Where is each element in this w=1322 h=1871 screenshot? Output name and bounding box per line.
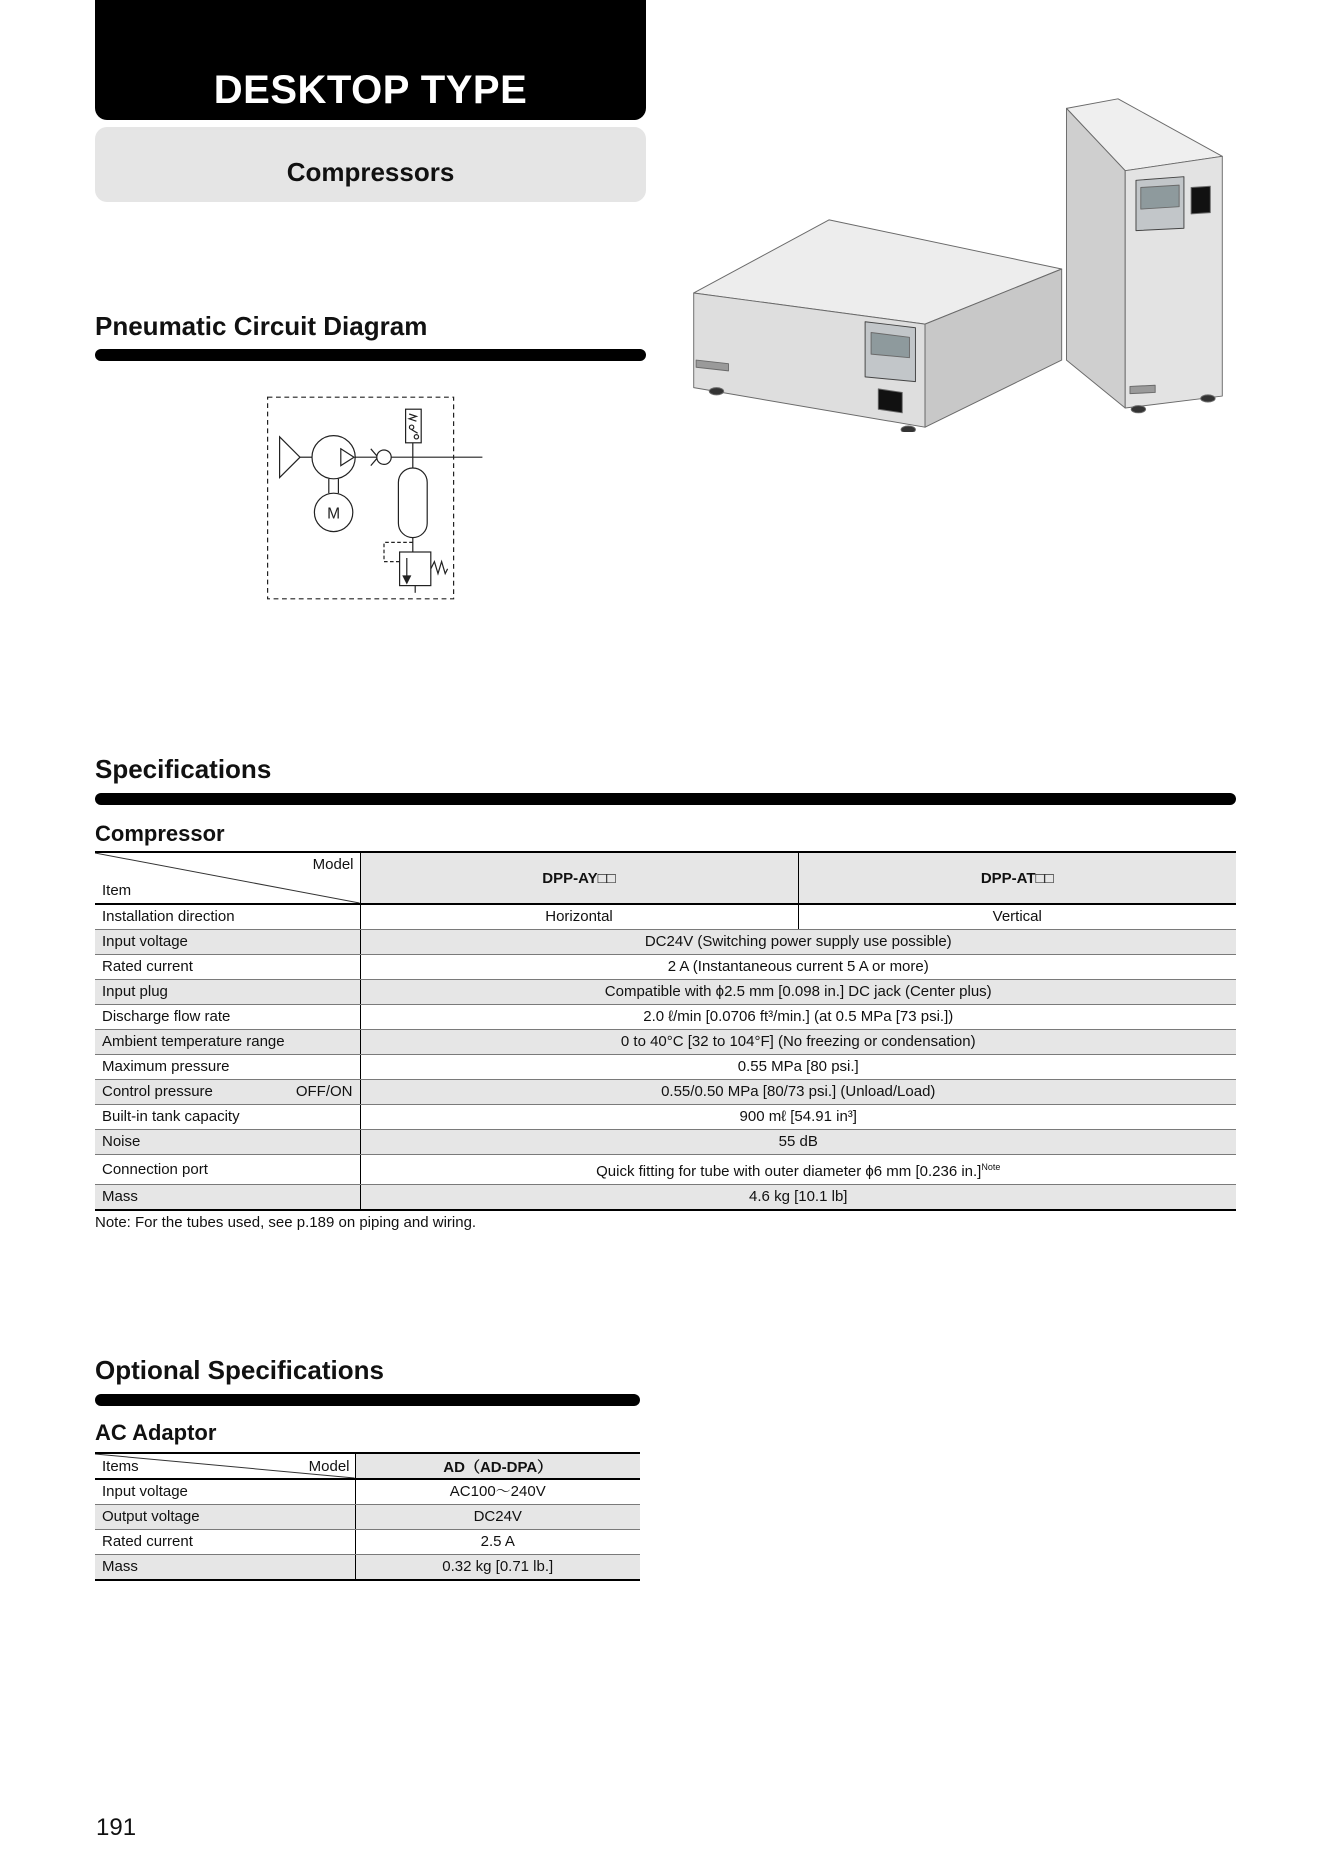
row-value	[360, 1155, 1236, 1185]
corner-items-label: Items	[102, 1458, 139, 1475]
table-row	[95, 1530, 640, 1555]
table-row	[95, 955, 1236, 980]
row-value: 0 to 40°C [32 to 104°F] (No freezing or condensation)	[360, 1030, 1236, 1055]
tower-unit-switch	[1191, 186, 1210, 214]
table-row	[95, 1105, 1236, 1130]
relief-valve-symbol	[400, 552, 431, 586]
subtitle-banner	[95, 127, 646, 202]
row-label-note: OFF/ON	[295, 1083, 353, 1100]
row-label: Connection port	[95, 1155, 360, 1185]
ac-adaptor-spec-table	[95, 1452, 640, 1581]
row-value: 0.55 MPa [80 psi.]	[360, 1055, 1236, 1080]
relief-spring-symbol	[431, 562, 448, 574]
table-row	[95, 980, 1236, 1005]
table-row	[95, 1005, 1236, 1030]
ac-adaptor-table-title: AC Adaptor	[95, 1420, 217, 1445]
row-label: Mass	[95, 1185, 360, 1211]
model-header-dpp-ay: DPP-AY□□	[360, 852, 798, 904]
page-subtitle: Compressors	[286, 157, 455, 187]
product-photo	[685, 94, 1231, 432]
row-label	[95, 1080, 360, 1105]
compressor-spec-table	[95, 851, 1236, 1211]
page-title: DESKTOP TYPE	[213, 68, 528, 112]
row-value: 2.5 A	[355, 1530, 640, 1555]
row-value: Vertical	[798, 904, 1236, 930]
row-value: 55 dB	[360, 1130, 1236, 1155]
row-value: 900 mℓ [54.91 in³]	[360, 1105, 1236, 1130]
table-row	[95, 1130, 1236, 1155]
optional-specifications-title: Optional Specifications	[95, 1355, 384, 1385]
air-tank-symbol	[398, 468, 427, 538]
row-label: Built-in tank capacity	[95, 1105, 360, 1130]
table-row	[95, 904, 1236, 930]
row-value: 0.32 kg [0.71 lb.]	[355, 1555, 640, 1581]
row-label: Rated current	[95, 1530, 355, 1555]
row-label: Input voltage	[95, 1479, 355, 1505]
row-value: 0.55/0.50 MPa [80/73 psi.] (Unload/Load)	[360, 1080, 1236, 1105]
row-label: Installation direction	[95, 904, 360, 930]
row-label: Ambient temperature range	[95, 1030, 360, 1055]
row-value: 2.0 ℓ/min [0.0706 ft³/min.] (at 0.5 MPa [73 psi.])	[360, 1005, 1236, 1030]
row-label: Noise	[95, 1130, 360, 1155]
table-footnote: Note: For the tubes used, see p.189 on piping and wiring.	[95, 1214, 477, 1231]
row-label: Discharge flow rate	[95, 1005, 360, 1030]
row-value-note-mark: Note	[981, 1162, 1001, 1172]
circuit-section-bar	[95, 349, 646, 361]
row-label: Mass	[95, 1555, 355, 1581]
row-value: Compatible with ϕ2.5 mm [0.098 in.] DC jack (Center plus)	[360, 980, 1236, 1005]
motor-label: M	[327, 505, 341, 523]
page-number: 191	[96, 1814, 137, 1841]
table-corner-cell	[95, 1453, 355, 1479]
model-header-dpp-at: DPP-AT□□	[798, 852, 1236, 904]
row-label: Rated current	[95, 955, 360, 980]
optional-specifications-bar	[95, 1394, 640, 1406]
row-value: DC24V	[355, 1505, 640, 1530]
table-corner-cell	[95, 852, 360, 904]
row-label: Output voltage	[95, 1505, 355, 1530]
inlet-filter-symbol	[280, 437, 300, 478]
row-value-text: Quick fitting for tube with outer diameter ϕ6 mm [0.236 in.]	[596, 1163, 982, 1180]
tower-unit-label	[1130, 385, 1155, 393]
table-row	[95, 1505, 640, 1530]
row-value: DC24V (Switching power supply use possible)	[360, 930, 1236, 955]
row-label: Input plug	[95, 980, 360, 1005]
specifications-title: Specifications	[95, 754, 272, 784]
table-row	[95, 1185, 1236, 1211]
table-row	[95, 930, 1236, 955]
corner-item-label: Item	[102, 882, 132, 899]
row-label: Maximum pressure	[95, 1055, 360, 1080]
specifications-bar	[95, 793, 1236, 805]
corner-model-label: Model	[308, 1458, 350, 1475]
header-banner	[95, 0, 646, 120]
pneumatic-circuit-diagram	[258, 390, 492, 606]
compressor-table-title: Compressor	[95, 821, 225, 846]
table-row	[95, 1479, 640, 1505]
table-row	[95, 1080, 1236, 1105]
horizontal-unit-switch	[878, 389, 902, 413]
corner-model-label: Model	[312, 856, 354, 873]
table-row	[95, 1055, 1236, 1080]
table-row	[95, 1030, 1236, 1055]
circuit-section-title: Pneumatic Circuit Diagram	[95, 311, 428, 341]
table-row	[95, 1555, 640, 1581]
row-label: Input voltage	[95, 930, 360, 955]
row-value: 4.6 kg [10.1 lb]	[360, 1185, 1236, 1211]
check-valve-ball	[377, 450, 391, 464]
row-label-text: Control pressure	[102, 1083, 213, 1100]
row-value: Horizontal	[360, 904, 798, 930]
model-header-ad-dpa: AD（AD-DPA）	[355, 1453, 640, 1479]
row-value: AC100～240V	[355, 1479, 640, 1505]
row-value: 2 A (Instantaneous current 5 A or more)	[360, 955, 1236, 980]
table-row	[95, 1155, 1236, 1185]
